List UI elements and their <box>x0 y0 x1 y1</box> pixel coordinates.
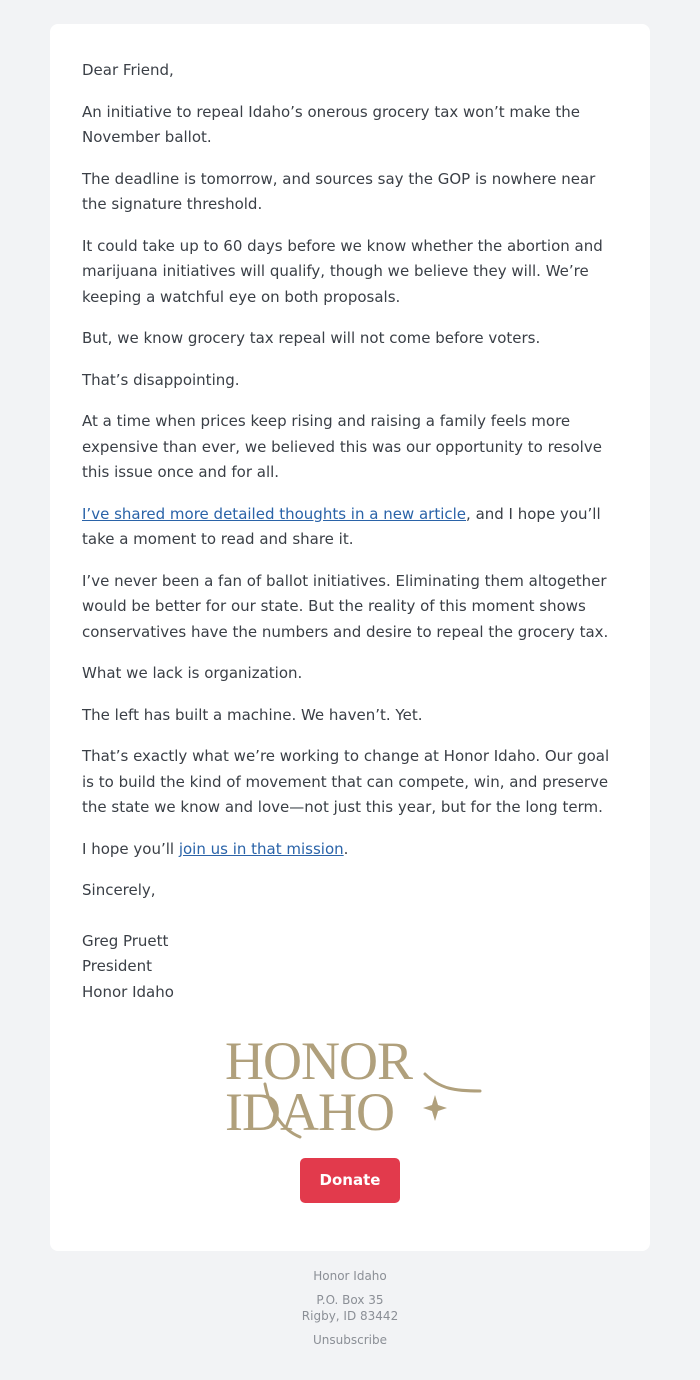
join-mission-link[interactable]: join us in that mission <box>178 839 344 858</box>
paragraph-7-text: , and I hope you’ll take a moment to read and share it. <box>82 504 601 548</box>
closing: Sincerely, <box>82 881 156 899</box>
paragraph-12-post: . <box>343 839 349 858</box>
sparkle-icon <box>423 1095 447 1121</box>
footer-address <box>0 1292 700 1324</box>
email-card <box>50 24 650 1251</box>
footer-org: Honor Idaho <box>313 1269 387 1283</box>
paragraph-10: The left has built a machine. We haven’t. Yet. <box>82 705 423 724</box>
paragraph-11: That’s exactly what we’re working to change at Honor Idaho. Our goal is to build the kind of movement that can compete, win, and preserve the state we know and love—not just this year, but for the long term. <box>82 747 610 816</box>
signature-block <box>82 929 622 1006</box>
paragraph-9: What we lack is organization. <box>82 664 303 682</box>
signature-org: Honor Idaho <box>82 982 174 1001</box>
footer-address-line-2: Rigby, ID 83442 <box>301 1309 399 1323</box>
paragraph-2: The deadline is tomorrow, and sources say the GOP is nowhere near the signature threshold. <box>82 169 596 213</box>
article-link[interactable]: I’ve shared more detailed thoughts in a new article <box>82 504 467 523</box>
logo-line-2: IDAHO <box>225 1082 394 1139</box>
paragraph-3: It could take up to 60 days before we know whether the abortion and marijuana initiatives will qualify, though we believe they will. We’re keeping a watchful eye on both proposals. <box>82 236 603 306</box>
paragraph-12 <box>82 837 622 863</box>
signature-name: Greg Pruett <box>82 931 169 950</box>
paragraph-7 <box>82 502 622 553</box>
footer <box>0 1268 700 1348</box>
footer-address-line-1: P.O. Box 35 <box>316 1293 384 1307</box>
unsubscribe-link[interactable]: Unsubscribe <box>313 1333 387 1347</box>
paragraph-12-pre: I hope you’ll <box>82 839 179 858</box>
paragraph-6: At a time when prices keep rising and raising a family feels more expensive than ever, we believed this was our opportunity to resolve this issue once and for all. <box>82 412 602 481</box>
paragraph-1: An initiative to repeal Idaho’s onerous grocery tax won’t make the November ballot. <box>82 102 580 146</box>
greeting: Dear Friend, <box>82 61 174 79</box>
signature-title: President <box>82 957 152 975</box>
paragraph-8: I’ve never been a fan of ballot initiatives. Eliminating them altogether would be better for our state. But the reality of this moment shows conservatives have the numbers and desire to repeal the grocery tax. <box>82 571 609 641</box>
honor-idaho-logo <box>225 1029 485 1139</box>
letter-body <box>82 58 622 1005</box>
donate-button[interactable]: Donate <box>300 1158 400 1203</box>
paragraph-5: That’s disappointing. <box>82 370 240 389</box>
logo-line-1: HONOR <box>225 1031 413 1091</box>
paragraph-4: But, we know grocery tax repeal will not come before voters. <box>82 329 541 347</box>
